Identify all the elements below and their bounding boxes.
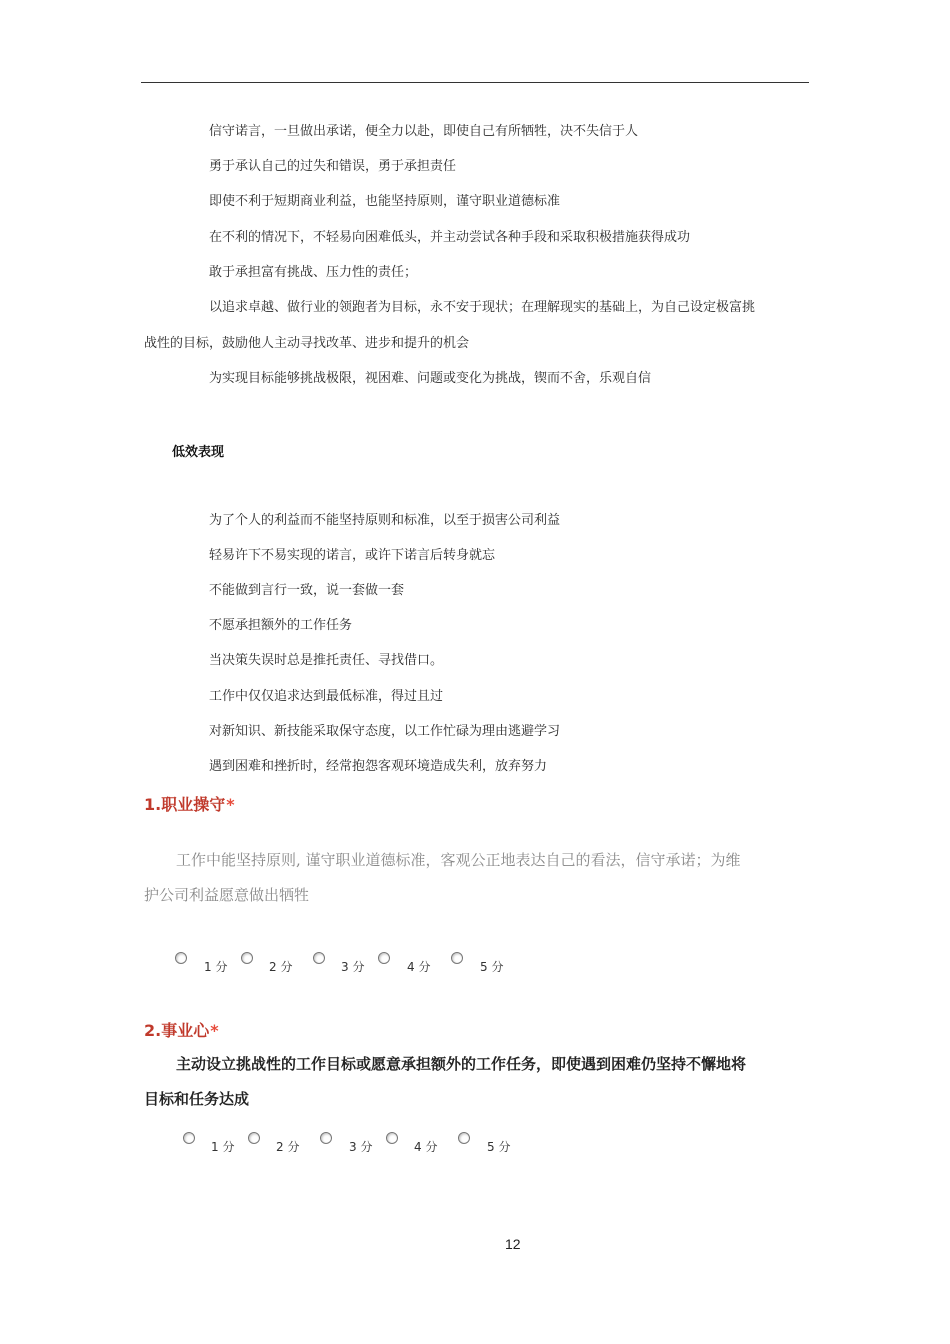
option-label: 4 分 bbox=[407, 960, 431, 974]
radio-button[interactable] bbox=[386, 1132, 398, 1144]
question-title-text: 2.事业心 bbox=[144, 1021, 210, 1040]
question-2-option-2[interactable] bbox=[248, 1132, 303, 1152]
option-label: 2 分 bbox=[276, 1140, 300, 1154]
question-1-title bbox=[144, 792, 235, 815]
question-2-description-continued: 目标和任务达成 bbox=[144, 1090, 250, 1108]
radio-button[interactable] bbox=[451, 952, 463, 964]
question-2-title bbox=[144, 1018, 219, 1041]
question-1-option-1[interactable] bbox=[175, 952, 230, 972]
radio-button[interactable] bbox=[241, 952, 253, 964]
commitment-item: 即使不利于短期商业利益，也能坚持原则，谨守职业道德标准 bbox=[209, 194, 561, 209]
low-performance-item: 工作中仅仅追求达到最低标准，得过且过 bbox=[209, 689, 444, 704]
low-performance-item: 不愿承担额外的工作任务 bbox=[209, 618, 353, 633]
question-1-option-5[interactable] bbox=[451, 952, 506, 972]
required-star: * bbox=[210, 1021, 219, 1040]
option-label: 3 分 bbox=[341, 960, 365, 974]
question-1-option-4[interactable] bbox=[378, 952, 433, 972]
commitment-item: 敢于承担富有挑战、压力性的责任； bbox=[209, 265, 418, 280]
question-2-option-4[interactable] bbox=[386, 1132, 441, 1152]
option-label: 1 分 bbox=[211, 1140, 235, 1154]
radio-button[interactable] bbox=[248, 1132, 260, 1144]
question-2-option-5[interactable] bbox=[458, 1132, 513, 1152]
question-1-option-2[interactable] bbox=[241, 952, 296, 972]
option-label: 5 分 bbox=[487, 1140, 511, 1154]
commitment-item: 以追求卓越、做行业的领跑者为目标，永不安于现状；在理解现实的基础上，为自己设定极富挑 bbox=[209, 300, 756, 315]
low-performance-item: 不能做到言行一致，说一套做一套 bbox=[209, 583, 405, 598]
question-2-option-3[interactable] bbox=[320, 1132, 375, 1152]
option-label: 1 分 bbox=[204, 960, 228, 974]
radio-button[interactable] bbox=[320, 1132, 332, 1144]
option-label: 2 分 bbox=[269, 960, 293, 974]
radio-button[interactable] bbox=[458, 1132, 470, 1144]
low-performance-item: 为了个人的利益而不能坚持原则和标准，以至于损害公司利益 bbox=[209, 513, 561, 528]
question-1-description: 工作中能坚持原则, 谨守职业道德标准，客观公正地表达自己的看法，信守承诺；为维 bbox=[176, 851, 741, 869]
question-title-text: 1.职业操守 bbox=[144, 795, 226, 814]
option-label: 3 分 bbox=[349, 1140, 373, 1154]
low-performance-item: 当决策失误时总是推托责任、寻找借口。 bbox=[209, 653, 444, 668]
option-label: 4 分 bbox=[414, 1140, 438, 1154]
question-2-description: 主动设立挑战性的工作目标或愿意承担额外的工作任务，即使遇到困难仍坚持不懈地将 bbox=[176, 1055, 747, 1073]
commitment-item: 为实现目标能够挑战极限，视困难、问题或变化为挑战，锲而不舍，乐观自信 bbox=[209, 371, 652, 386]
radio-button[interactable] bbox=[175, 952, 187, 964]
low-performance-item: 遇到困难和挫折时，经常抱怨客观环境造成失利，放弃努力 bbox=[209, 759, 548, 774]
radio-button[interactable] bbox=[313, 952, 325, 964]
header-rule bbox=[141, 82, 809, 83]
low-performance-item: 轻易许下不易实现的诺言，或许下诺言后转身就忘 bbox=[209, 548, 496, 563]
question-1-option-3[interactable] bbox=[313, 952, 368, 972]
radio-button[interactable] bbox=[378, 952, 390, 964]
commitment-item-continued: 战性的目标，鼓励他人主动寻找改革、进步和提升的机会 bbox=[144, 336, 470, 351]
commitment-item: 信守诺言，一旦做出承诺，便全力以赴，即使自己有所牺牲，决不失信于人 bbox=[209, 124, 639, 139]
radio-button[interactable] bbox=[183, 1132, 195, 1144]
commitment-item: 勇于承认自己的过失和错误，勇于承担责任 bbox=[209, 159, 457, 174]
low-performance-heading: 低效表现 bbox=[172, 445, 225, 460]
question-1-description-continued: 护公司利益愿意做出牺牲 bbox=[144, 886, 310, 904]
low-performance-item: 对新知识、新技能采取保守态度，以工作忙碌为理由逃避学习 bbox=[209, 724, 561, 739]
commitment-item: 在不利的情况下，不轻易向困难低头，并主动尝试各种手段和采取积极措施获得成功 bbox=[209, 230, 691, 245]
page-number: 12 bbox=[505, 1236, 521, 1252]
option-label: 5 分 bbox=[480, 960, 504, 974]
required-star: * bbox=[226, 795, 235, 814]
question-2-option-1[interactable] bbox=[183, 1132, 238, 1152]
